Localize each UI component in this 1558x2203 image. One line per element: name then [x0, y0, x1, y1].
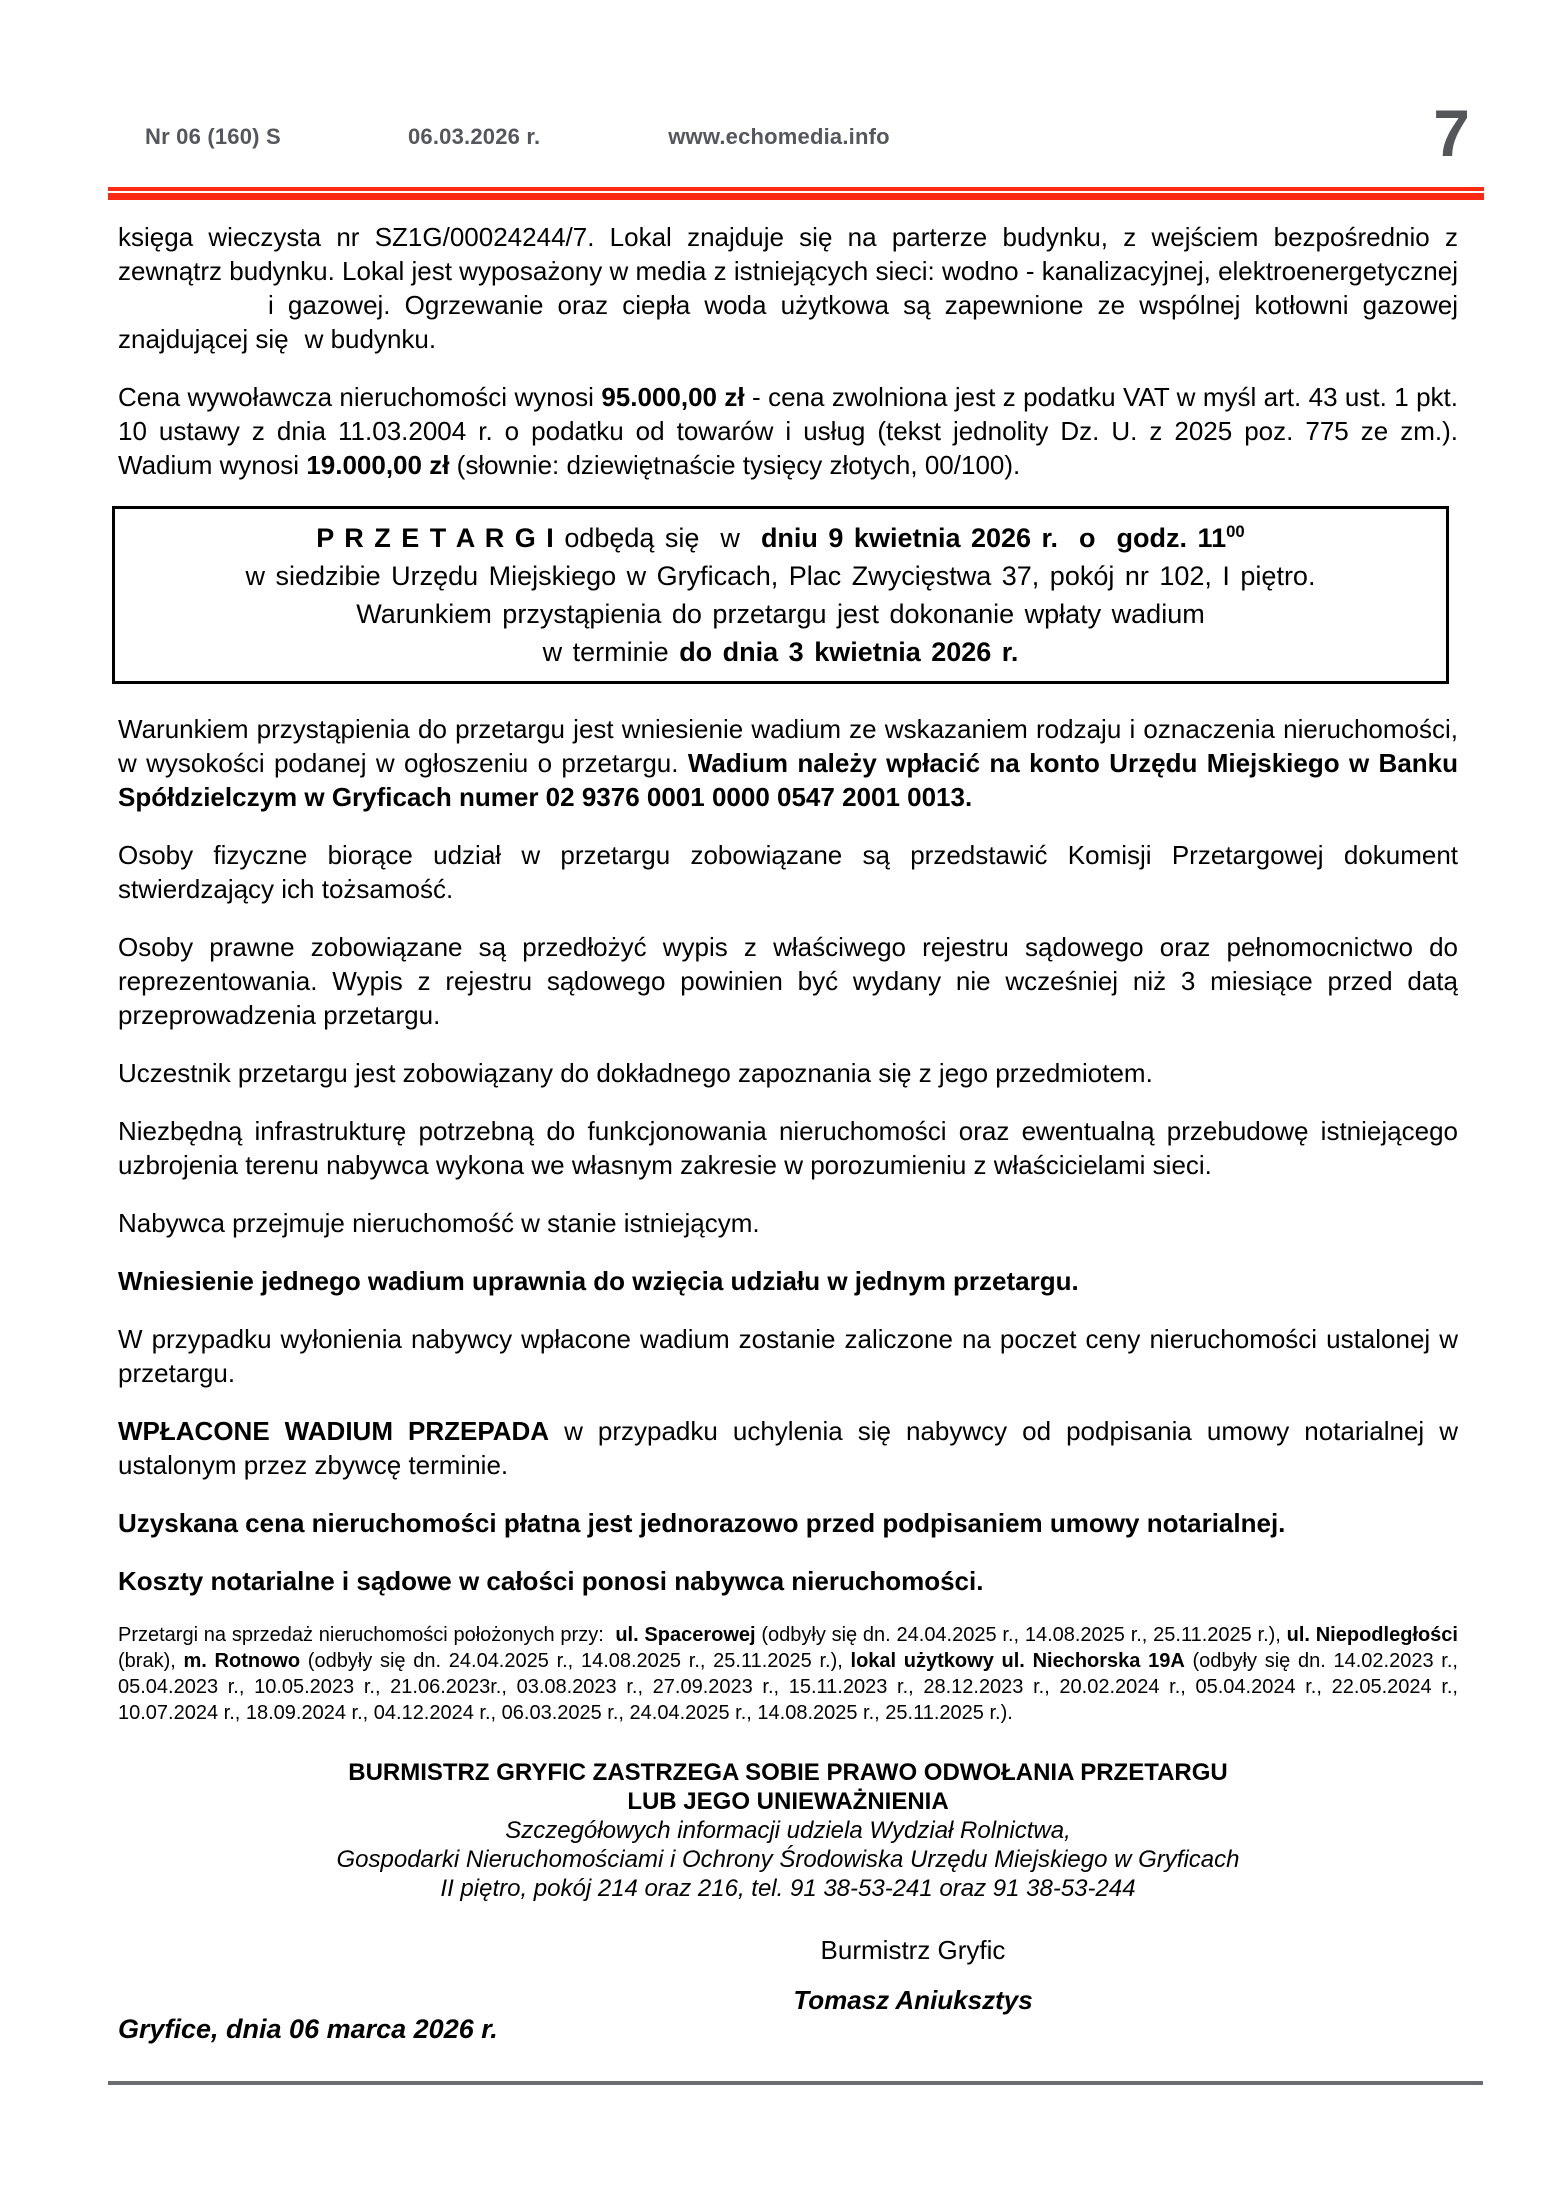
paragraph-natural-persons: Osoby fizyczne biorące udział w przetargu zobowiązane są przedstawić Komisji Przetargowej dokument stwierdzający ich tożsamość.: [118, 840, 1458, 904]
deposit-value: 19.000,00 zł: [306, 450, 450, 480]
bank-account-info: Wadium należy wpłacić na konto Urzędu Miejskiego w Banku Spółdzielczym w Gryficach numer 02 9376 0001 0000 0547 2001 0013.: [118, 748, 1458, 812]
paragraph-deposit-forfeit: WPŁACONE WADIUM PRZEPADA w przypadku uchylenia się nabywcy od podpisania umowy notarialnej w ustalonym przez zbywcę terminie.: [118, 1416, 1458, 1480]
mayor-notice-block: [118, 1758, 1458, 1903]
article-body: [118, 220, 1458, 2017]
page-number: 7: [1433, 96, 1470, 170]
property-utilities-text: i gazowej. Ogrzewanie oraz ciepła woda użytkowa są zapewnione ze wspólnej kotłowni gazowej znajdującej się: [118, 290, 1458, 354]
paragraph-property-description: [118, 220, 1458, 356]
signature-title: Burmistrz Gryfic: [820, 1935, 1006, 1965]
property-description-text: księga wieczysta nr SZ1G/00024244/7. Lokal znajduje się na parterze budynku, z wejściem bezpośrednio z zewnątrz budynku. Lokal jest wyposażony w media z istniejących sieci: wodno - kanalizacyjnej, elektroenergetycznej: [118, 222, 1458, 286]
auction-venue-line: w siedzibie Urzędu Miejskiego w Gryficach, Plac Zwycięstwa 37, pokój nr 102, I piętro.: [245, 561, 1316, 591]
paragraph-deposit-conditions: Warunkiem przystąpienia do przetargu jest wniesienie wadium ze wskazaniem rodzaju i oznaczenia nieruchomości, w wysokości podanej w ogłoszeniu o przetargu. Wadium należy wpłacić na konto Urzędu Miejskiego w Banku Spółdzielczym w Gryficach numer 02 9376 0001 0000 0547 2001 0013.: [118, 714, 1458, 812]
place-rotnowo: m. Rotnowo: [183, 1650, 301, 1672]
footer-divider-rule: [108, 2081, 1483, 2085]
street-spacerowa: ul. Spacerowej: [615, 1624, 756, 1646]
paragraph-deposit-credit: W przypadku wyłonienia nabywcy wpłacone wadium zostanie zaliczone na poczet ceny nieruchomości ustalonej w przetargu.: [118, 1324, 1458, 1388]
auction-announcement-box: [112, 506, 1449, 684]
paragraph-participant-obligation: Uczestnik przetargu jest zobowiązany do dokładnego zapoznania się z jego przedmiotem.: [118, 1058, 1153, 1088]
property-location-text: w budynku.: [304, 324, 437, 354]
street-niechorska: lokal użytkowy ul. Niechorska 19A: [850, 1650, 1185, 1672]
paragraph-payment-terms: Uzyskana cena nieruchomości płatna jest jednorazowo przed podpisaniem umowy notarialnej.: [118, 1508, 1286, 1538]
divider-thin-line: [108, 187, 1484, 191]
issue-date: 06.03.2026 r.: [408, 124, 541, 149]
deposit-deadline-date: do dnia 3 kwietnia 2026 r.: [679, 637, 1019, 667]
header-divider-rule: [108, 187, 1484, 200]
auction-date-line: P R Z E T A R G I odbędą się w dniu 9 kwietnia 2026 r. o godz. $11^{00}$: [316, 522, 1245, 553]
issue-number: Nr 06 (160) S: [145, 124, 281, 149]
document-place-date: Gryfice, dnia 06 marca 2026 r.: [118, 2014, 498, 2044]
starting-price-value: 95.000,00 zł: [601, 382, 745, 412]
paragraph-legal-persons: Osoby prawne zobowiązane są przedłożyć wypis z właściwego rejestru sądowego oraz pełnomocnictwo do reprezentowania. Wypis z rejestru sądowego powinien być wydany nie wcześniej niż 3 miesiące przed datą przeprowadzenia przetargu.: [118, 932, 1458, 1030]
paragraph-existing-state: Nabywca przejmuje nieruchomość w stanie istniejącym.: [118, 1208, 760, 1238]
notice-info-office: Gospodarki Nieruchomościami i Ochrony Środowiska Urzędu Miejskiego w Gryficach: [336, 1846, 1240, 1873]
website-url: www.echomedia.info: [668, 124, 890, 149]
auction-hour-superscript: 00: [1226, 522, 1245, 541]
paragraph-price: Cena wywoławcza nieruchomości wynosi 95.000,00 zł - cena zwolniona jest z podatku VAT w myśl art. 43 ust. 1 pkt. 10 ustawy z dnia 11.03.2004 r. o podatku od towarów i usług (tekst jednolity Dz. U. z 2025 poz. 775 ze zm.). Wadium wynosi 19.000,00 zł (słownie: dziewiętnaście tysięcy złotych, 00/100).: [118, 382, 1458, 480]
notice-info-contact: II piętro, pokój 214 oraz 216, tel. 91 38-53-241 oraz 91 38-53-244: [440, 1875, 1136, 1902]
street-niepodleglosci: ul. Niepodległości: [1286, 1624, 1458, 1646]
paragraph-infrastructure: Niezbędną infrastrukturę potrzebną do funkcjonowania nieruchomości oraz ewentualną przebudowę istniejącego uzbrojenia terenu nabywca wykona we własnym zakresie w porozumieniu z właścicielami sieci.: [118, 1116, 1458, 1180]
notice-info-department: Szczegółowych informacji udziela Wydział Rolnictwa,: [505, 1817, 1071, 1844]
auction-title: P R Z E T A R G I: [316, 523, 554, 553]
auction-date: dniu 9 kwietnia 2026 r. o godz. 11: [760, 523, 1227, 553]
signature-block: [663, 1933, 1163, 2017]
paragraph-notary-costs: Koszty notarialne i sądowe w całości ponosi nabywca nieruchomości.: [118, 1566, 984, 1596]
deposit-forfeit-warning: WPŁACONE WADIUM PRZEPADA: [118, 1416, 550, 1446]
notice-cancellation-line2: LUB JEGO UNIEWAŻNIENIA: [627, 1788, 949, 1815]
divider-thick-line: [108, 193, 1484, 200]
paragraph-single-deposit: Wniesienie jednego wadium uprawnia do wzięcia udziału w jednym przetargu.: [118, 1266, 1079, 1296]
auction-deadline-line: w terminie do dnia 3 kwietnia 2026 r.: [542, 637, 1019, 667]
notice-cancellation-line1: BURMISTRZ GRYFIC ZASTRZEGA SOBIE PRAWO ODWOŁANIA PRZETARGU: [348, 1759, 1228, 1786]
signature-name: Tomasz Aniuksztys: [793, 1985, 1033, 2015]
paragraph-previous-auctions: Przetargi na sprzedaż nieruchomości położonych przy: ul. Spacerowej (odbyły się dn. 24.04.2025 r., 14.08.2025 r., 25.11.2025 r.), ul. Niepodległości (brak), m. Rotnowo (odbyły się dn. 24.04.2025 r., 14.08.2025 r., 25.11.2025 r.), lokal użytkowy ul. Niechorska 19A (odbyły się dn. 14.02.2023 r., 05.04.2023 r., 10.05.2023 r., 21.06.2023r., 03.08.2023 r., 27.09.2023 r., 15.11.2023 r., 28.12.2023 r., 20.02.2024 r., 05.04.2024 r., 22.05.2024 r., 10.07.2024 r., 18.09.2024 r., 04.12.2024 r., 06.03.2025 r., 24.04.2025 r., 14.08.2025 r., 25.11.2025 r.).: [118, 1624, 1458, 1724]
auction-condition-line: Warunkiem przystąpienia do przetargu jest dokonanie wpłaty wadium: [356, 599, 1205, 629]
